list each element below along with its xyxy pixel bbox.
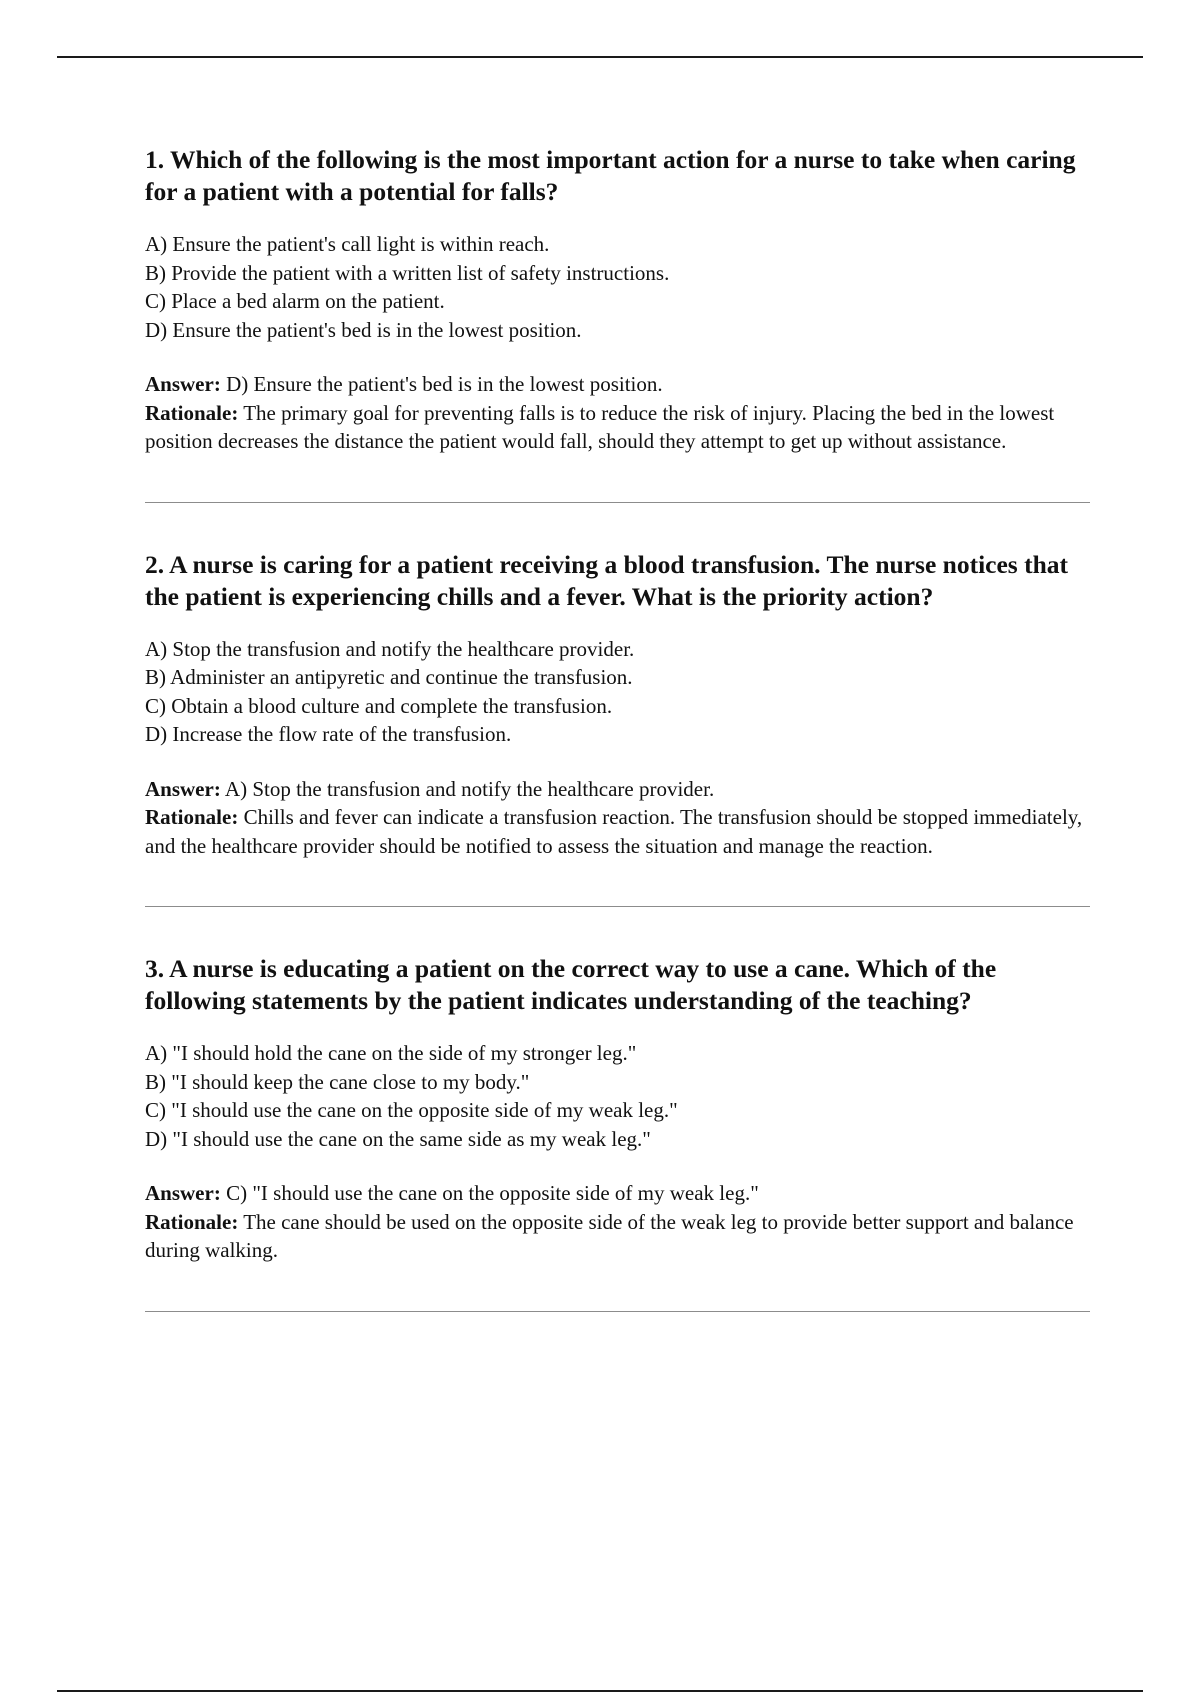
question-divider [145, 1311, 1090, 1312]
question-title: 3. A nurse is educating a patient on the correct way to use a cane. Which of the following statements by the patient indicates understanding of the teaching? [145, 954, 997, 1015]
answer-options [145, 1039, 1090, 1153]
rationale-line [145, 1208, 1090, 1265]
answer-options [145, 230, 1090, 344]
question-3 [145, 953, 1090, 1265]
rationale-text: The cane should be used on the opposite side of the weak leg to provide better support and balance during walking. [145, 1209, 1074, 1262]
option-c: C) "I should use the cane on the opposite side of my weak leg." [145, 1098, 678, 1122]
option-a: A) Ensure the patient's call light is within reach. [145, 232, 550, 256]
rationale-text: Chills and fever can indicate a transfusion reaction. The transfusion should be stopped immediately, and the healthcare provider should be notified to assess the situation and manage the reaction. [145, 805, 1083, 858]
rationale-line [145, 399, 1090, 456]
answer-line [145, 370, 1090, 399]
question-divider [145, 502, 1090, 503]
option-b: B) Provide the patient with a written list of safety instructions. [145, 260, 670, 285]
option-a: A) "I should hold the cane on the side of my stronger leg." [145, 1041, 637, 1065]
answer-block [145, 775, 1090, 861]
answer-block [145, 370, 1090, 456]
option-b: B) Administer an antipyretic and continue the transfusion. [145, 665, 633, 689]
question-2 [145, 549, 1090, 861]
answer-options [145, 635, 1090, 749]
question-divider [145, 906, 1090, 907]
document-body [145, 144, 1090, 1358]
option-c: C) Place a bed alarm on the patient. [145, 289, 445, 313]
page-top-rule [57, 56, 1143, 58]
answer-text: D) Ensure the patient's bed is in the lowest position. [220, 372, 663, 396]
option-a: A) Stop the transfusion and notify the healthcare provider. [145, 636, 635, 661]
rationale-line [145, 803, 1090, 860]
answer-text: C) "I should use the cane on the opposite side of my weak leg." [220, 1181, 759, 1205]
option-d: D) "I should use the cane on the same side as my weak leg." [145, 1126, 651, 1151]
answer-line [145, 1179, 1090, 1208]
option-d: D) Increase the flow rate of the transfusion. [145, 722, 512, 746]
question-title: 1. Which of the following is the most important action for a nurse to take when caring for a patient with a potential for falls? [145, 145, 1076, 206]
rationale-label: Rationale: [145, 400, 239, 425]
answer-label: Answer: [145, 1181, 221, 1205]
answer-line [145, 775, 1090, 804]
option-c: C) Obtain a blood culture and complete the transfusion. [145, 693, 613, 718]
question-title: 2. A nurse is caring for a patient receiving a blood transfusion. The nurse notices that the patient is experiencing chills and a fever. What is the priority action? [145, 549, 1069, 611]
rationale-text: The primary goal for preventing falls is to reduce the risk of injury. Placing the bed in the lowest position decreases the distance the patient would fall, should they attempt to get up without assistance. [145, 400, 1055, 453]
answer-label: Answer: [145, 372, 221, 396]
option-b: B) "I should keep the cane close to my body." [145, 1069, 530, 1094]
question-1 [145, 144, 1090, 456]
answer-label: Answer: [145, 776, 221, 801]
rationale-label: Rationale: [145, 805, 239, 829]
page-bottom-rule [57, 1690, 1143, 1692]
answer-block [145, 1179, 1090, 1265]
rationale-label: Rationale: [145, 1209, 239, 1234]
option-d: D) Ensure the patient's bed is in the lowest position. [145, 317, 582, 342]
answer-text: A) Stop the transfusion and notify the healthcare provider. [220, 776, 715, 801]
